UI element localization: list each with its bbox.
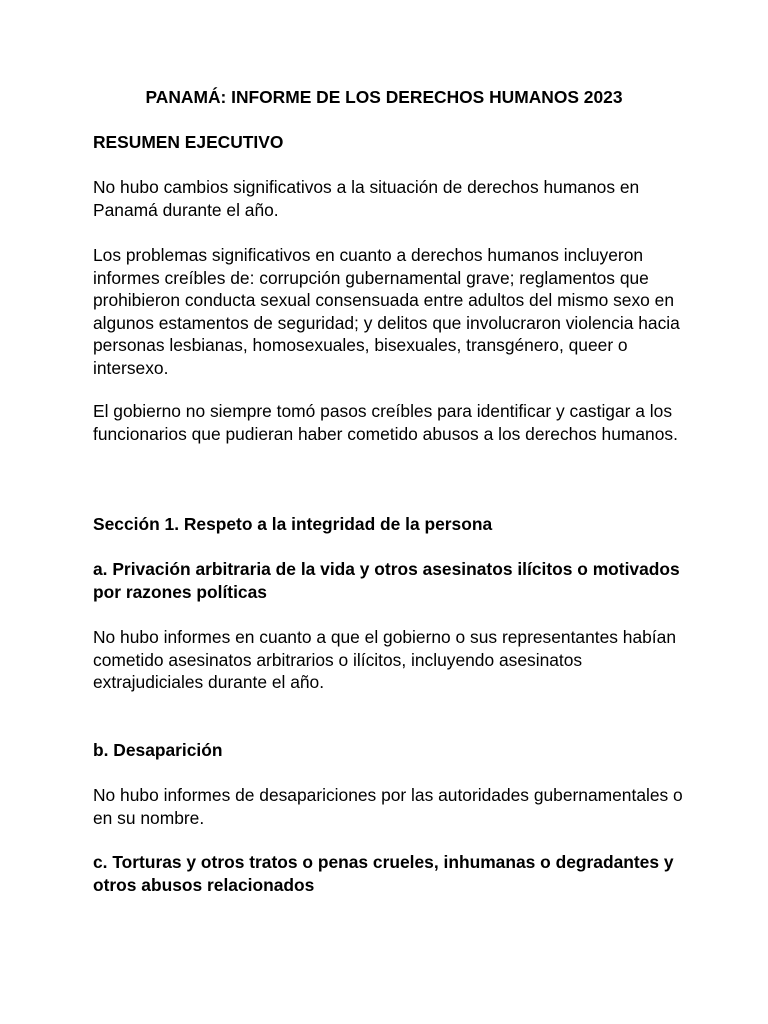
document-title: PANAMÁ: INFORME DE LOS DERECHOS HUMANOS 2023 <box>145 87 623 107</box>
summary-paragraph-2: Los problemas significativos en cuanto a derechos humanos incluyeron informes creíbles de: corrupción gubernamental grave; reglamentos que prohibieron conducta sexual consensuada entre adultos del mismo sexo en algunos estamentos de seguridad; y delitos que involucraron violencia hacia personas lesbianas, homosexuales, bisexuales, transgénero, queer o intersexo. <box>93 245 680 378</box>
subsection-a-text: No hubo informes en cuanto a que el gobierno o sus representantes habían cometido asesinatos arbitrarios o ilícitos, incluyendo asesinatos extrajudiciales durante el año. <box>93 627 676 693</box>
summary-paragraph-1: No hubo cambios significativos a la situación de derechos humanos en Panamá durante el año. <box>93 177 640 220</box>
summary-paragraph-3: El gobierno no siempre tomó pasos creíbles para identificar y castigar a los funcionarios que pudieran haber cometido abusos a los derechos humanos. <box>93 401 678 444</box>
executive-summary-heading: RESUMEN EJECUTIVO <box>93 132 284 152</box>
subsection-a-heading: a. Privación arbitraria de la vida y otros asesinatos ilícitos o motivados por razones políticas <box>93 559 680 602</box>
subsection-c-heading: c. Torturas y otros tratos o penas crueles, inhumanas o degradantes y otros abusos relacionados <box>93 852 674 895</box>
subsection-b-heading: b. Desaparición <box>93 740 223 760</box>
section-1-heading: Sección 1. Respeto a la integridad de la persona <box>93 514 493 534</box>
subsection-b-text: No hubo informes de desapariciones por las autoridades gubernamentales o en su nombre. <box>93 785 683 828</box>
